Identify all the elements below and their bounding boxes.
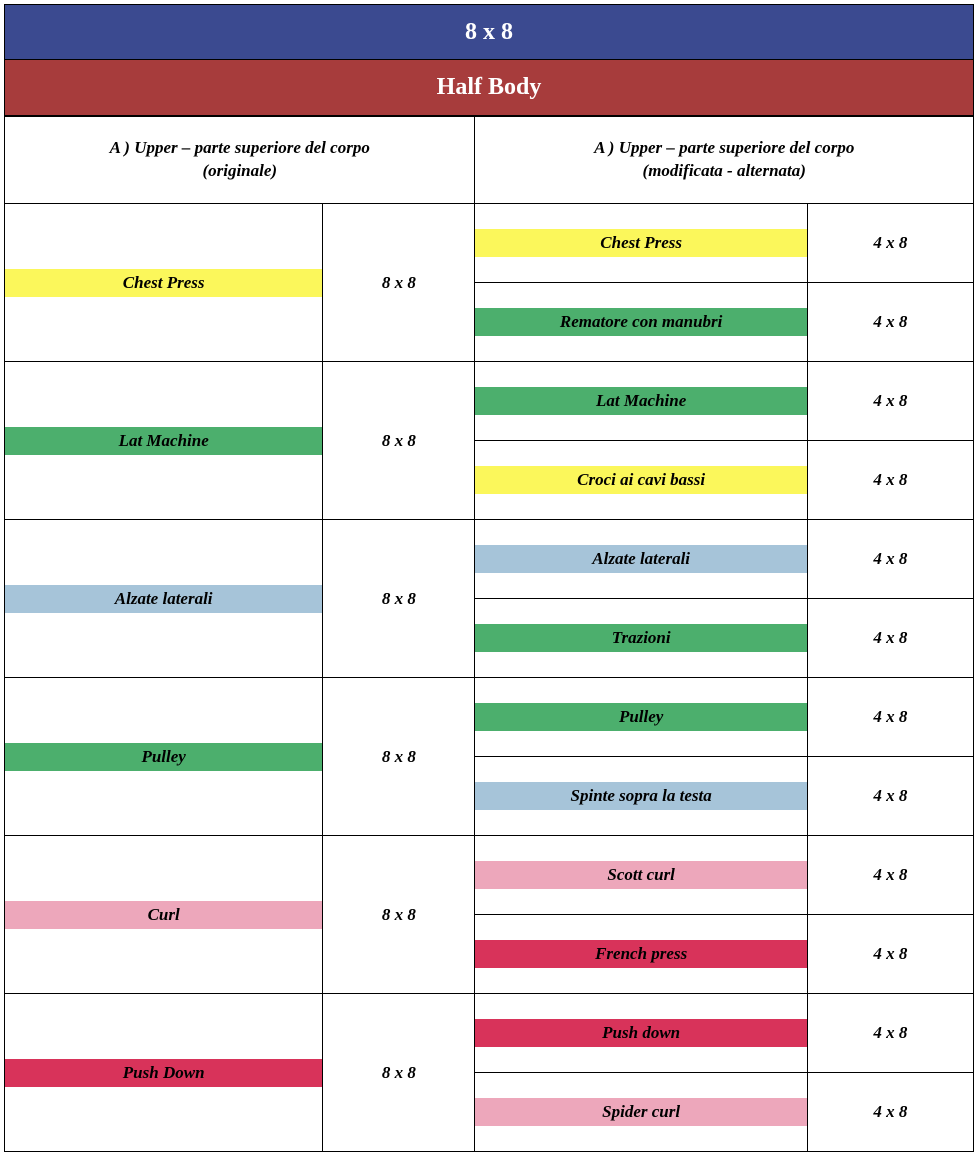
exercise-pill: Rematore con manubri xyxy=(475,308,806,336)
modified-reps-cell: 4 x 8 xyxy=(807,915,973,994)
original-reps-cell: 8 x 8 xyxy=(323,362,475,520)
exercise-pill: Scott curl xyxy=(475,861,806,889)
modified-exercise-cell xyxy=(475,283,807,362)
modified-exercise-cell xyxy=(475,441,807,520)
exercise-pill: Pulley xyxy=(475,703,806,731)
modified-reps-cell: 4 x 8 xyxy=(807,520,973,599)
exercise-pill: Chest Press xyxy=(475,229,806,257)
exercise-pill: Push down xyxy=(475,1019,806,1047)
exercise-pill: Pulley xyxy=(5,743,322,771)
workout-title: 8 x 8 xyxy=(465,18,513,45)
modified-reps-cell: 4 x 8 xyxy=(807,1073,973,1152)
exercise-pill: Curl xyxy=(5,901,322,929)
modified-reps-cell: 4 x 8 xyxy=(807,757,973,836)
modified-reps-cell: 4 x 8 xyxy=(807,836,973,915)
modified-exercise-cell xyxy=(475,204,807,283)
original-reps-cell: 8 x 8 xyxy=(323,678,475,836)
modified-exercise-cell xyxy=(475,362,807,441)
exercise-pill: Lat Machine xyxy=(475,387,806,415)
modified-exercise-cell xyxy=(475,836,807,915)
modified-header-line1: A ) Upper – parte superiore del corpo xyxy=(594,138,855,158)
modified-column-header xyxy=(475,117,974,204)
exercise-pill: Lat Machine xyxy=(5,427,322,455)
exercise-pill: French press xyxy=(475,940,806,968)
exercise-pill: Push Down xyxy=(5,1059,322,1087)
original-reps-cell: 8 x 8 xyxy=(323,520,475,678)
original-exercise-cell xyxy=(5,362,323,520)
original-reps-cell: 8 x 8 xyxy=(323,994,475,1152)
modified-exercise-cell xyxy=(475,520,807,599)
original-reps-cell: 8 x 8 xyxy=(323,204,475,362)
modified-reps-cell: 4 x 8 xyxy=(807,678,973,757)
original-reps-cell: 8 x 8 xyxy=(323,836,475,994)
table-row xyxy=(5,836,974,915)
original-exercise-cell xyxy=(5,520,323,678)
exercise-pill: Croci ai cavi bassi xyxy=(475,466,806,494)
workout-subtitle: Half Body xyxy=(436,74,542,100)
exercise-pill: Alzate laterali xyxy=(475,545,806,573)
modified-exercise-cell xyxy=(475,1073,807,1152)
table-row xyxy=(5,678,974,757)
original-column-header xyxy=(5,117,475,204)
table-header-row xyxy=(5,117,974,204)
modified-exercise-cell xyxy=(475,915,807,994)
modified-reps-cell: 4 x 8 xyxy=(807,283,973,362)
modified-reps-cell: 4 x 8 xyxy=(807,204,973,283)
exercise-pill: Spinte sopra la testa xyxy=(475,782,806,810)
original-exercise-cell xyxy=(5,836,323,994)
original-exercise-cell xyxy=(5,204,323,362)
workout-subtitle-bar xyxy=(4,60,974,116)
table-row xyxy=(5,204,974,283)
exercise-pill: Chest Press xyxy=(5,269,322,297)
table-row xyxy=(5,362,974,441)
modified-exercise-cell xyxy=(475,678,807,757)
workout-title-bar xyxy=(4,4,974,60)
workout-table xyxy=(4,116,974,1152)
original-exercise-cell xyxy=(5,994,323,1152)
document-page xyxy=(0,4,978,1166)
original-header-line2: (originale) xyxy=(202,161,278,180)
modified-reps-cell: 4 x 8 xyxy=(807,362,973,441)
modified-exercise-cell xyxy=(475,757,807,836)
exercise-pill: Spider curl xyxy=(475,1098,806,1126)
modified-exercise-cell xyxy=(475,994,807,1073)
modified-header-line2: (modificata - alternata) xyxy=(642,161,806,180)
table-row xyxy=(5,520,974,599)
modified-exercise-cell xyxy=(475,599,807,678)
exercise-pill: Alzate laterali xyxy=(5,585,322,613)
table-row xyxy=(5,994,974,1073)
original-exercise-cell xyxy=(5,678,323,836)
modified-reps-cell: 4 x 8 xyxy=(807,994,973,1073)
modified-reps-cell: 4 x 8 xyxy=(807,441,973,520)
original-header-line1: A ) Upper – parte superiore del corpo xyxy=(109,138,370,158)
modified-reps-cell: 4 x 8 xyxy=(807,599,973,678)
exercise-pill: Trazioni xyxy=(475,624,806,652)
